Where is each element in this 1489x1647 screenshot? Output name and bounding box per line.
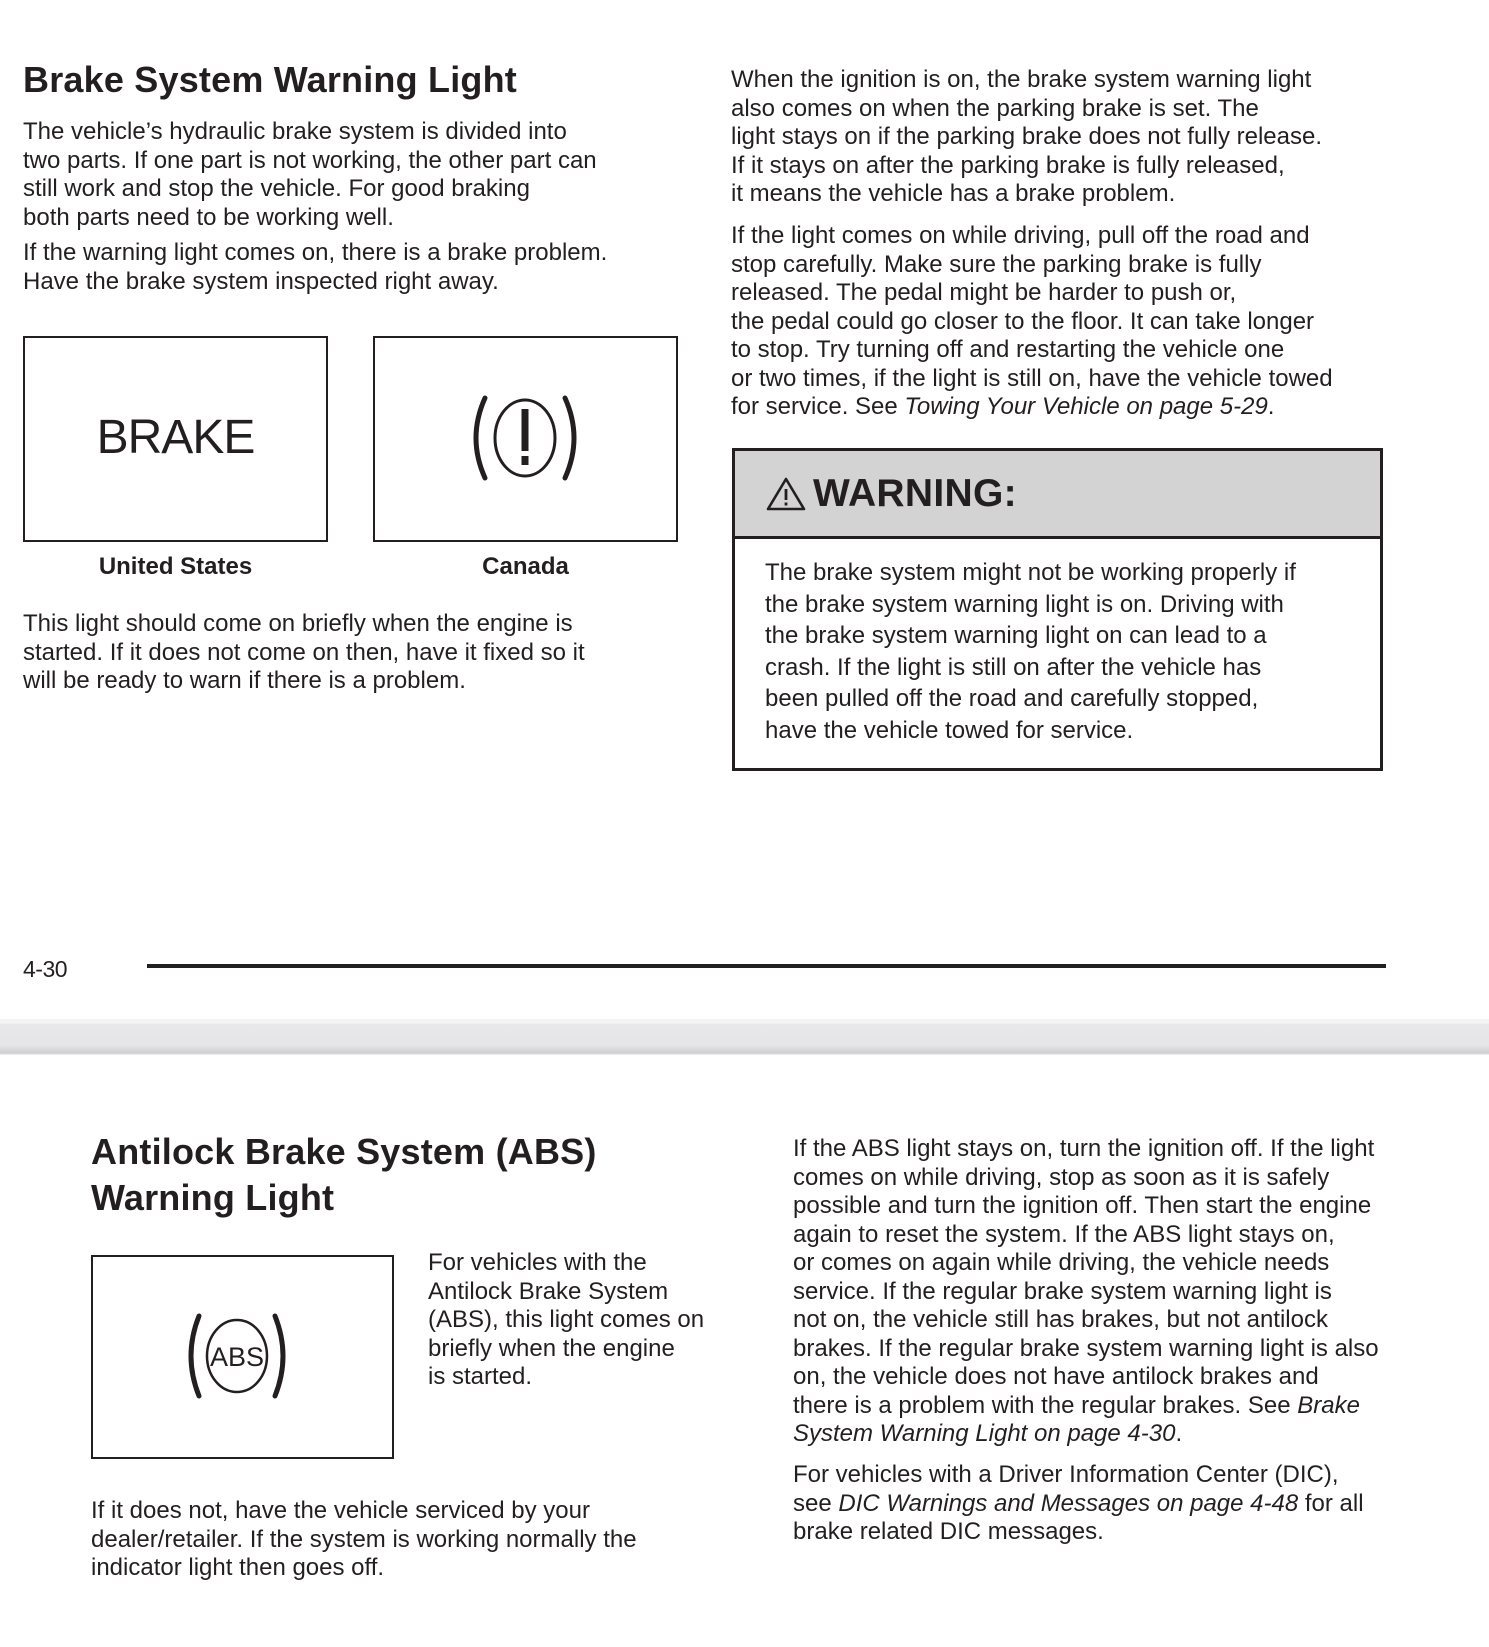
cross-reference-dic-warnings[interactable]: DIC Warnings and Messages on page 4-48 [838,1489,1299,1517]
title-line: Antilock Brake System (ABS) [91,1131,597,1172]
text-line: If the light comes on while driving, pull off the road and [731,222,1310,249]
text-line: dealer/retailer. If the system is working normally the [91,1525,637,1553]
text-line: If it does not, have the vehicle serviced by your [91,1497,590,1524]
text-line: not on, the vehicle still has brakes, but not antilock [793,1306,1328,1333]
text-line: stop carefully. Make sure the parking brake is fully [731,250,1262,278]
text-line: Have the brake system inspected right away. [23,267,499,295]
cross-reference-brake-system[interactable]: System Warning Light on page 4-30 [793,1420,1176,1447]
text-segment: for all [1298,1489,1364,1517]
text-line: it means the vehicle has a brake problem. [731,180,1176,207]
text-line: still work and stop the vehicle. For good braking [23,175,530,202]
text-line: brake related DIC messages. [793,1518,1104,1545]
cross-reference-towing[interactable]: Towing Your Vehicle on page 5-29 [904,393,1268,420]
text-line: the pedal could go closer to the floor. It can take longer [731,307,1315,335]
text-segment: there is a problem with the regular brakes. See [793,1391,1298,1419]
text-line: If it stays on after the parking brake is fully released, [731,151,1285,179]
text-line: If the warning light comes on, there is a brake problem. [23,239,608,266]
text-line: indicator light then goes off. [91,1554,385,1581]
text-line [793,1392,1379,1421]
text-line: (ABS), this light comes on [428,1306,705,1333]
text-line: started. If it does not come on then, have it fixed so it [23,638,585,666]
footer-rule [147,964,1386,968]
warning-title: WARNING: [813,471,1017,515]
text-line: service. If the regular brake system warning light is [793,1277,1332,1305]
cross-reference-brake-system[interactable]: Brake [1297,1391,1360,1419]
page-title: Brake System Warning Light [23,59,517,100]
text-line: also comes on when the parking brake is set. The [731,94,1259,122]
text-line: is started. [428,1363,533,1390]
text-line: For vehicles with the [428,1249,647,1276]
text-line: If the ABS light stays on, turn the ignition off. If the light [793,1135,1375,1162]
abs-side-paragraph [428,1249,704,1392]
startup-paragraph [23,610,585,696]
figure-caption-united-states: United States [98,553,253,580]
figure-abs [91,1255,394,1459]
text-line: The brake system might not be working properly if [765,559,1296,586]
text-segment: . [1175,1420,1183,1447]
brake-exclamation-circle-icon [465,388,585,488]
abs-stays-on-paragraph [793,1135,1379,1449]
text-line: or two times, if the light is still on, have the vehicle towed [731,364,1333,392]
text-line: will be ready to warn if there is a problem. [23,667,466,694]
text-line: both parts need to be working well. [23,203,394,231]
text-line: brakes. If the regular brake system warning light is also [793,1334,1379,1362]
text-line [731,393,1333,422]
warning-text [765,557,1350,746]
text-line [793,1490,1364,1519]
text-line: released. The pedal might be harder to push or, [731,279,1237,306]
text-line: on, the vehicle does not have antilock brakes and [793,1363,1319,1390]
text-line: possible and turn the ignition off. Then start the engine [793,1192,1372,1219]
text-line: crash. If the light is still on after the vehicle has [765,653,1262,681]
text-line: the brake system warning light on can lead to a [765,622,1267,649]
text-line: When the ignition is on, the brake system warning light [731,66,1312,93]
title-line: Warning Light [91,1177,335,1218]
warning-box [732,448,1383,771]
text-line: For vehicles with a Driver Information Center (DIC), [793,1461,1339,1488]
text-line: the brake system warning light is on. Driving with [765,590,1284,618]
text-line: This light should come on briefly when the engine is [23,610,573,637]
abs-icon-label: ABS [209,1342,265,1372]
brake-text-indicator: BRAKE [96,411,255,464]
text-line: or comes on again while driving, the vehicle needs [793,1249,1330,1276]
problem-paragraph [23,239,607,296]
figure-canada [373,336,678,542]
abs-service-paragraph [91,1497,637,1583]
driving-paragraph [731,222,1333,422]
text-line: to stop. Try turning off and restarting the vehicle one [731,336,1285,363]
text-segment: see [793,1489,839,1517]
intro-paragraph [23,118,597,232]
page-separator [0,1019,1489,1055]
text-line: light stays on if the parking brake does not fully release. [731,123,1322,150]
abs-section-title [91,1129,597,1221]
figure-united-states [23,336,328,542]
ignition-paragraph [731,66,1322,209]
page-number: 4-30 [23,956,68,982]
text-line: Antilock Brake System [428,1277,669,1305]
abs-circle-icon [180,1304,300,1404]
text-segment: . [1267,393,1275,420]
text-line: two parts. If one part is not working, the other part can [23,146,597,174]
text-line: comes on while driving, stop as soon as it is safely [793,1163,1330,1191]
text-line: again to reset the system. If the ABS light stays on, [793,1220,1335,1248]
text-line [793,1420,1379,1449]
figure-caption-canada: Canada [482,553,569,580]
warning-header [735,451,1380,539]
text-segment: for service. See [731,393,905,420]
dic-paragraph [793,1461,1364,1547]
text-line: The vehicle’s hydraulic brake system is divided into [23,118,567,145]
text-line: have the vehicle towed for service. [765,716,1134,744]
warning-triangle-icon [765,476,807,512]
text-line: briefly when the engine [428,1334,675,1362]
warning-body [735,539,1380,746]
text-line: been pulled off the road and carefully stopped, [765,685,1259,712]
